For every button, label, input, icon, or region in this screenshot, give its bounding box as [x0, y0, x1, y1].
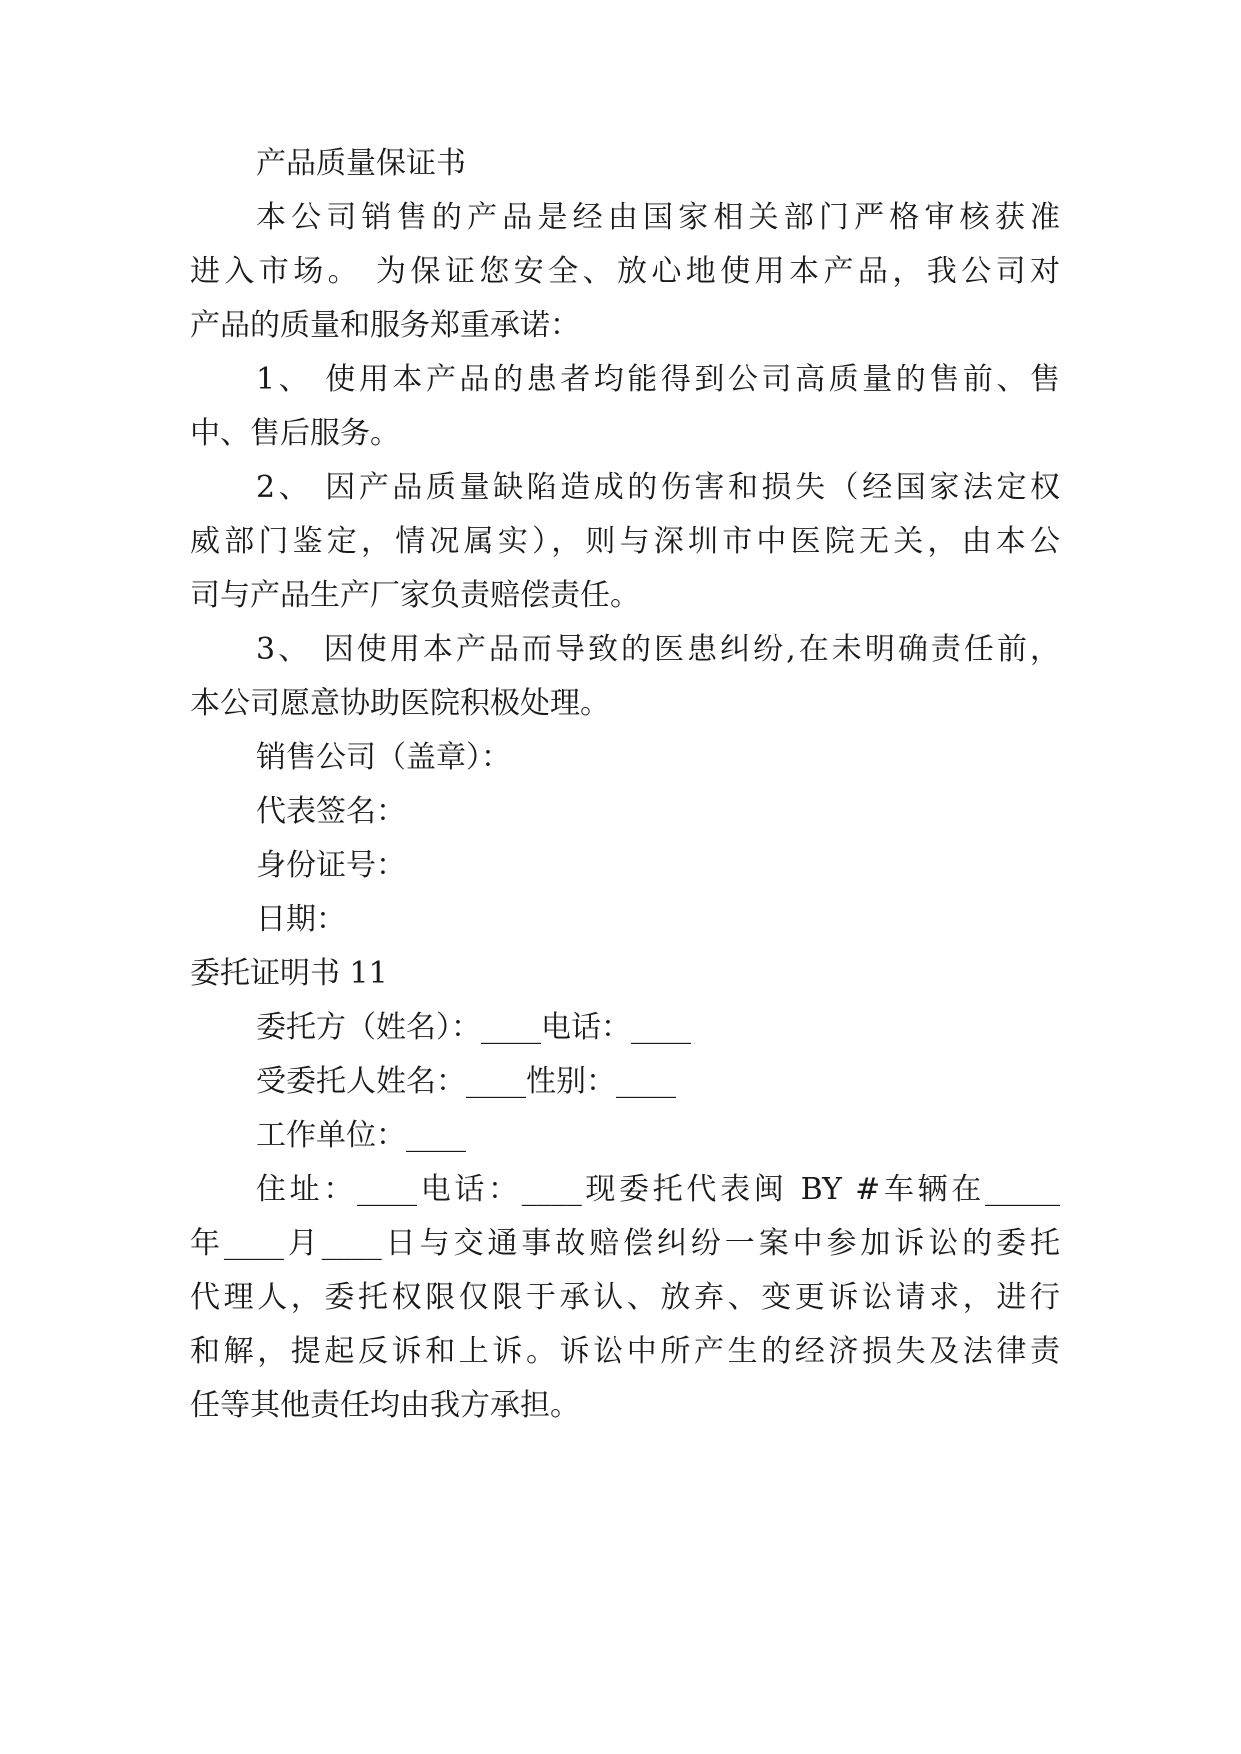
attorney-body-line-3: 代理人，委托权限仅限于承认、放弃、变更诉讼请求，进行 — [190, 1280, 1060, 1315]
guarantee-item-2-line-1: 2、 因产品质量缺陷造成的伤害和损失（经国家法定权 — [256, 470, 1060, 505]
principal-line: 委托方（姓名）：____电话：____ — [256, 1010, 691, 1045]
guarantee-item-2-line-3: 司与产品生产厂家负责赔偿责任。 — [190, 578, 640, 613]
attorney-body-line-2: 年____月____日与交通事故赔偿纠纷一案中参加诉讼的委托 — [190, 1226, 1060, 1261]
agent-line: 受委托人姓名：____性别：____ — [256, 1064, 676, 1099]
guarantee-item-3-line-1: 3、 因使用本产品而导致的医患纠纷,在未明确责任前， — [256, 632, 1060, 667]
seal-label: 销售公司（盖章）： — [256, 740, 511, 775]
representative-signature-label: 代表签名： — [256, 794, 406, 829]
attorney-body-line-4: 和解，提起反诉和上诉。诉讼中所产生的经济损失及法律责 — [190, 1334, 1060, 1369]
guarantee-intro-line-1: 本公司销售的产品是经由国家相关部门严格审核获准 — [256, 200, 1060, 235]
guarantee-item-1-line-2: 中、售后服务。 — [190, 416, 400, 451]
date-label: 日期： — [256, 902, 346, 937]
guarantee-intro-line-3: 产品的质量和服务郑重承诺： — [190, 308, 580, 343]
guarantee-item-1-line-1: 1、 使用本产品的患者均能得到公司高质量的售前、售 — [256, 362, 1060, 397]
attorney-body-line-5: 任等其他责任均由我方承担。 — [190, 1388, 580, 1423]
attorney-title: 委托证明书 11 — [190, 956, 388, 991]
employer-line: 工作单位：____ — [256, 1118, 466, 1153]
guarantee-title: 产品质量保证书 — [256, 146, 466, 181]
guarantee-intro-line-2: 进入市场。 为保证您安全、放心地使用本产品，我公司对 — [190, 254, 1060, 289]
attorney-body-line-1: 住址：____电话：____现委托代表闽 BY #车辆在_____ — [256, 1172, 1060, 1207]
guarantee-item-3-line-2: 本公司愿意协助医院积极处理。 — [190, 686, 610, 721]
guarantee-item-2-line-2: 威部门鉴定，情况属实），则与深圳市中医院无关，由本公 — [190, 524, 1060, 559]
id-number-label: 身份证号： — [256, 848, 406, 883]
